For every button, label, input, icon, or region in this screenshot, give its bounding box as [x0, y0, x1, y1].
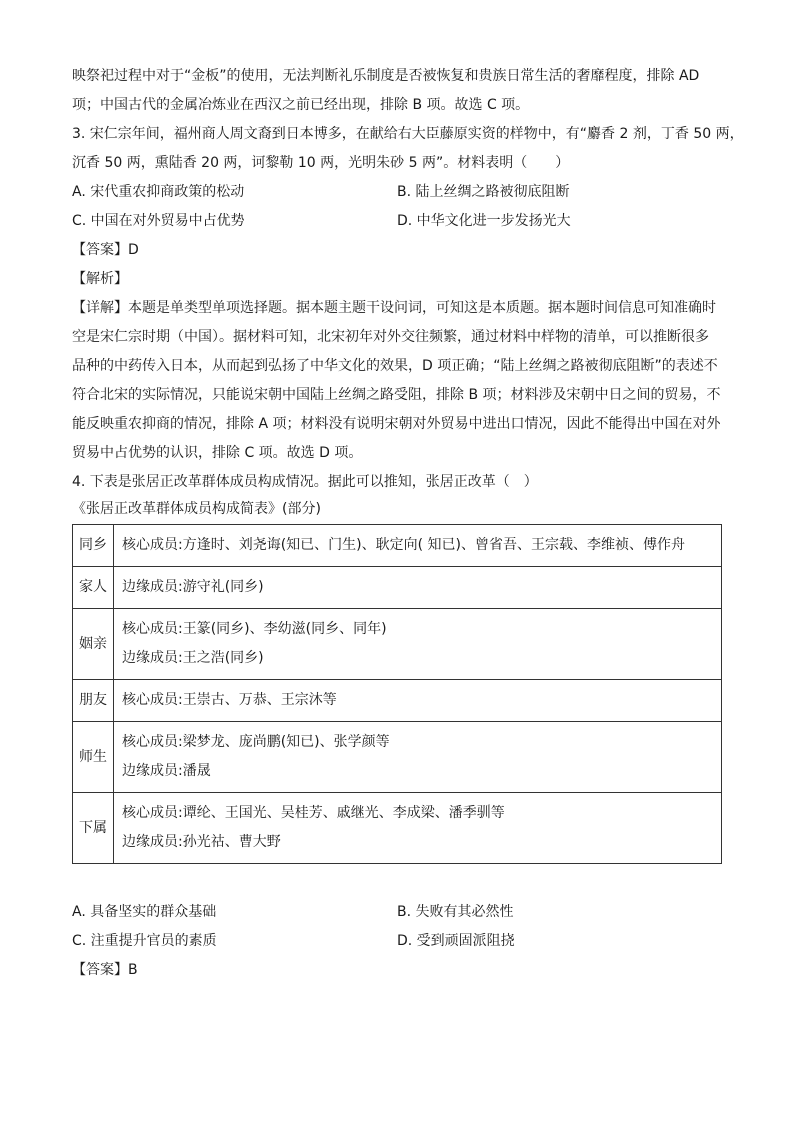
row-members — [114, 680, 722, 722]
text-line: 符合北宋的实际情况，只能说宋朝中国陆上丝绸之路受阻，排除 B 项；材料涉及宋朝中日之间的贸易，不 — [72, 387, 721, 403]
option-b: B. 失败有其必然性 — [397, 904, 514, 920]
question-4-options-row-2 — [72, 927, 722, 956]
option-a: A. 宋代重农抑商政策的松动 — [72, 184, 245, 200]
table-row — [73, 722, 722, 793]
text-line: 项；中国古代的金属冶炼业在西汉之前已经出现，排除 B 项。故选 C 项。 — [72, 97, 530, 113]
row-category: 朋友 — [73, 680, 114, 722]
table-caption: 《张居正改革群体成员构成简表》(部分) — [72, 501, 321, 517]
member-line: 边缘成员:王之浩(同乡) — [122, 650, 264, 666]
question-3-answer: 【答案】D — [72, 242, 139, 258]
option-c: C. 中国在对外贸易中占优势 — [72, 213, 245, 229]
spacer — [72, 864, 722, 898]
text-line: 3. 宋仁宗年间，福州商人周文裔到日本博多，在献给右大臣藤原实资的样物中，有“麝香 2 剂，丁香 50 两， — [72, 126, 744, 142]
question-3-analysis-label: 【解析】 — [72, 271, 128, 287]
question-4-stem: 4. 下表是张居正改革群体成员构成情况。据此可以推知，张居正改革（ ） — [72, 474, 538, 490]
table-row — [73, 567, 722, 609]
question-4-answer: 【答案】B — [72, 962, 138, 978]
member-line: 边缘成员:孙光祜、曹大野 — [122, 834, 281, 850]
row-category: 姻亲 — [73, 609, 114, 680]
text-line: 品种的中药传入日本，从而起到弘扬了中华文化的效果，D 项正确；“陆上丝绸之路被彻底阻断”的表述不 — [72, 358, 718, 374]
option-c: C. 注重提升官员的素质 — [72, 933, 217, 949]
row-category: 师生 — [73, 722, 114, 793]
member-line: 核心成员:王篆(同乡)、李幼滋(同乡、同年) — [122, 621, 387, 637]
previous-analysis-continuation — [72, 62, 722, 120]
table-row — [73, 680, 722, 722]
table-row — [73, 793, 722, 864]
row-members — [114, 567, 722, 609]
member-line: 核心成员:谭纶、王国光、吴桂芳、戚继光、李成梁、潘季驯等 — [122, 805, 505, 821]
table-row — [73, 609, 722, 680]
question-3-options-row-1 — [72, 178, 722, 207]
question-3-options-row-2 — [72, 207, 722, 236]
member-line: 核心成员:王崇古、万恭、王宗沐等 — [122, 692, 337, 708]
table-row — [73, 525, 722, 567]
text-line: 【详解】本题是单类型单项选择题。据本题主题干设问词，可知这是本质题。据本题时间信息可知准确时 — [72, 300, 716, 316]
option-d: D. 中华文化进一步发扬光大 — [397, 213, 571, 229]
members-table — [72, 524, 722, 864]
document-page — [72, 62, 744, 985]
row-members — [114, 722, 722, 793]
text-line: 映祭祀过程中对于“金板”的使用，无法判断礼乐制度是否被恢复和贵族日常生活的奢靡程度，排除 AD — [72, 68, 700, 84]
question-3-detail — [72, 294, 722, 468]
row-category: 同乡 — [73, 525, 114, 567]
row-members — [114, 793, 722, 864]
text-line: 空是宋仁宗时期（中国）。据材料可知，北宋初年对外交往频繁，通过材料中样物的清单，可以推断很多 — [72, 329, 709, 345]
member-line: 边缘成员:游守礼(同乡) — [122, 579, 264, 595]
question-3-stem — [72, 120, 744, 178]
row-members — [114, 609, 722, 680]
text-line: 沉香 50 两，熏陆香 20 两，诃黎勒 10 两，光明朱砂 5 两”。材料表明（ ） — [72, 155, 570, 171]
member-line: 边缘成员:潘晟 — [122, 763, 211, 779]
option-d: D. 受到顽固派阻挠 — [397, 933, 515, 949]
text-line: 贸易中占优势的认识，排除 C 项。故选 D 项。 — [72, 445, 363, 461]
option-a: A. 具备坚实的群众基础 — [72, 904, 217, 920]
text-line: 能反映重农抑商的情况，排除 A 项；材料没有说明宋朝对外贸易中进出口情况，因此不能得出中国在对外 — [72, 416, 721, 432]
row-category: 下属 — [73, 793, 114, 864]
row-category: 家人 — [73, 567, 114, 609]
option-b: B. 陆上丝绸之路被彻底阻断 — [397, 184, 570, 200]
member-line: 核心成员:方逢时、刘尧诲(知已、门生)、耿定向( 知已)、曾省吾、王宗载、李维祯、傅作舟 — [122, 537, 686, 553]
question-4-options-row-1 — [72, 898, 722, 927]
member-line: 核心成员:梁梦龙、庞尚鹏(知已)、张学颜等 — [122, 734, 390, 750]
row-members — [114, 525, 722, 567]
